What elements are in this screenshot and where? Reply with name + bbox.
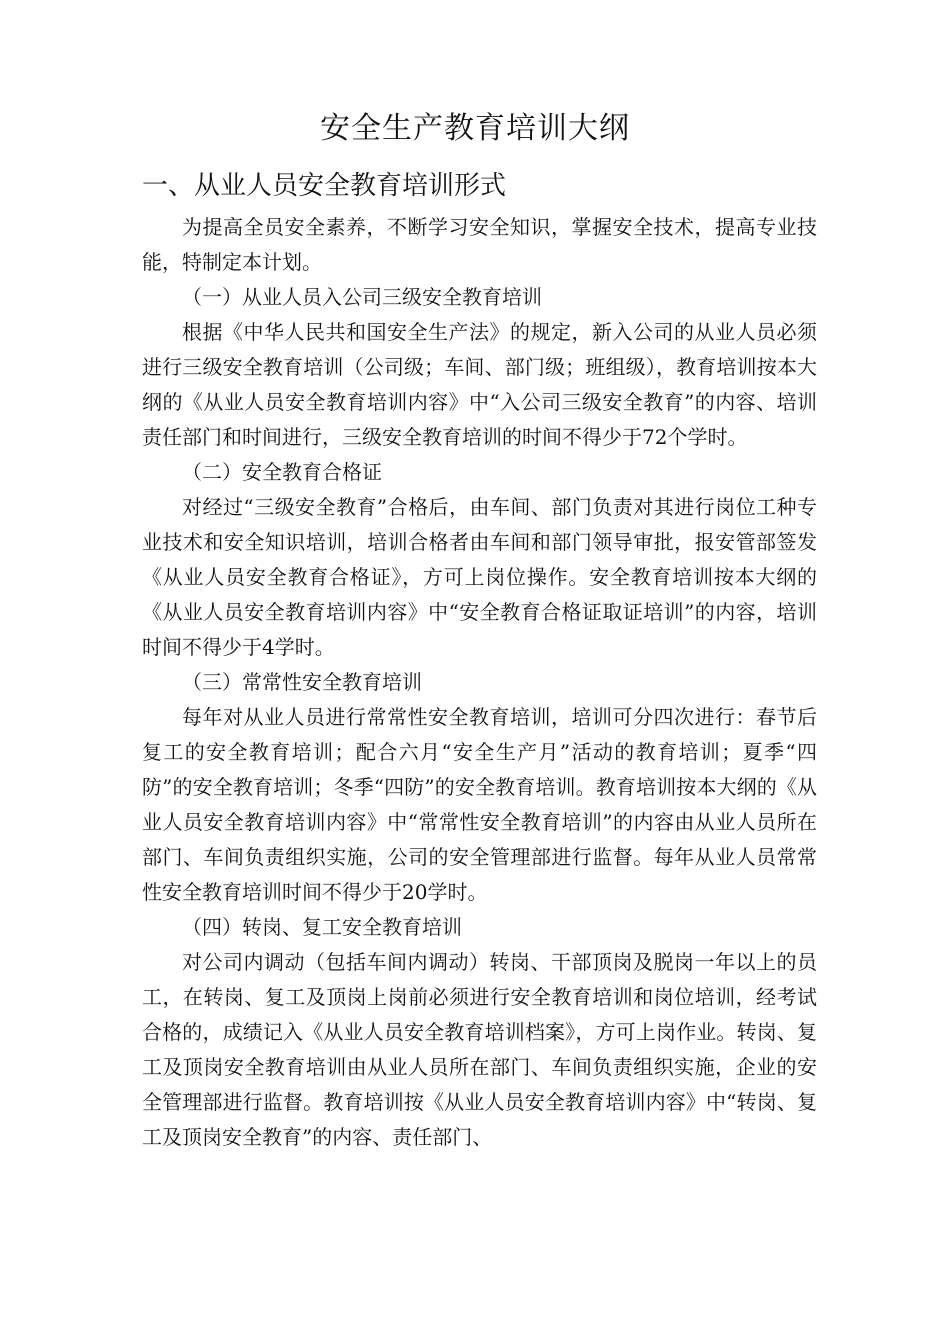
subheading-4: （四）转岗、复工安全教育培训 — [182, 915, 462, 939]
paragraph-4: 对公司内调动（包括车间内调动）转岗、干部顶岗及脱岗一年以上的员工，在转岗、复工及顶岗上岗前必须进行安全教育培训和岗位培训，经考试合格的，成绩记入《从业人员安全教育培训档案》，方可上岗作业。转岗、复工及顶岗安全教育培训由从业人员所在部门、车间负责组织实施，企业的安全管理部进行监督。教育培训按《从业人员安全教育培训内容》中“转岗、复工及顶岗安全教育”的内容、责任部门、 — [142, 950, 817, 1149]
section-heading: 一、从业人员安全教育培训形式 — [142, 171, 507, 201]
document-body — [142, 210, 817, 1155]
intro-paragraph: 为提高全员安全素养，不断学习安全知识，掌握安全技术，提高专业技能，特制定本计划。 — [142, 215, 817, 274]
subheading-3: （三）常常性安全教育培训 — [182, 670, 422, 694]
subheading-2: （二）安全教育合格证 — [182, 460, 382, 484]
paragraph-2: 对经过“三级安全教育”合格后，由车间、部门负责对其进行岗位工种专业技术和安全知识培训，培训合格者由车间和部门领导审批，报安管部签发《从业人员安全教育合格证》，方可上岗位操作。安全教育培训按本大纲的《从业人员安全教育培训内容》中“安全教育合格证取证培训”的内容，培训时间不得少于4学时。 — [142, 495, 817, 659]
subheading-1: （一）从业人员入公司三级安全教育培训 — [182, 285, 542, 309]
paragraph-1: 根据《中华人民共和国安全生产法》的规定，新入公司的从业人员必须进行三级安全教育培训（公司级；车间、部门级；班组级），教育培训按本大纲的《从业人员安全教育培训内容》中“入公司三级安全教育”的内容、培训责任部门和时间进行，三级安全教育培训的时间不得少于72个学时。 — [142, 320, 817, 449]
paragraph-3: 每年对从业人员进行常常性安全教育培训，培训可分四次进行：春节后复工的安全教育培训；配合六月“安全生产月”活动的教育培训；夏季“四防”的安全教育培训；冬季“四防”的安全教育培训。教育培训按本大纲的《从业人员安全教育培训内容》中“常常性安全教育培训”的内容由从业人员所在部门、车间负责组织实施，公司的安全管理部进行监督。每年从业人员常常性安全教育培训时间不得少于20学时。 — [142, 705, 817, 904]
document-title: 安全生产教育培训大纲 — [320, 111, 630, 146]
